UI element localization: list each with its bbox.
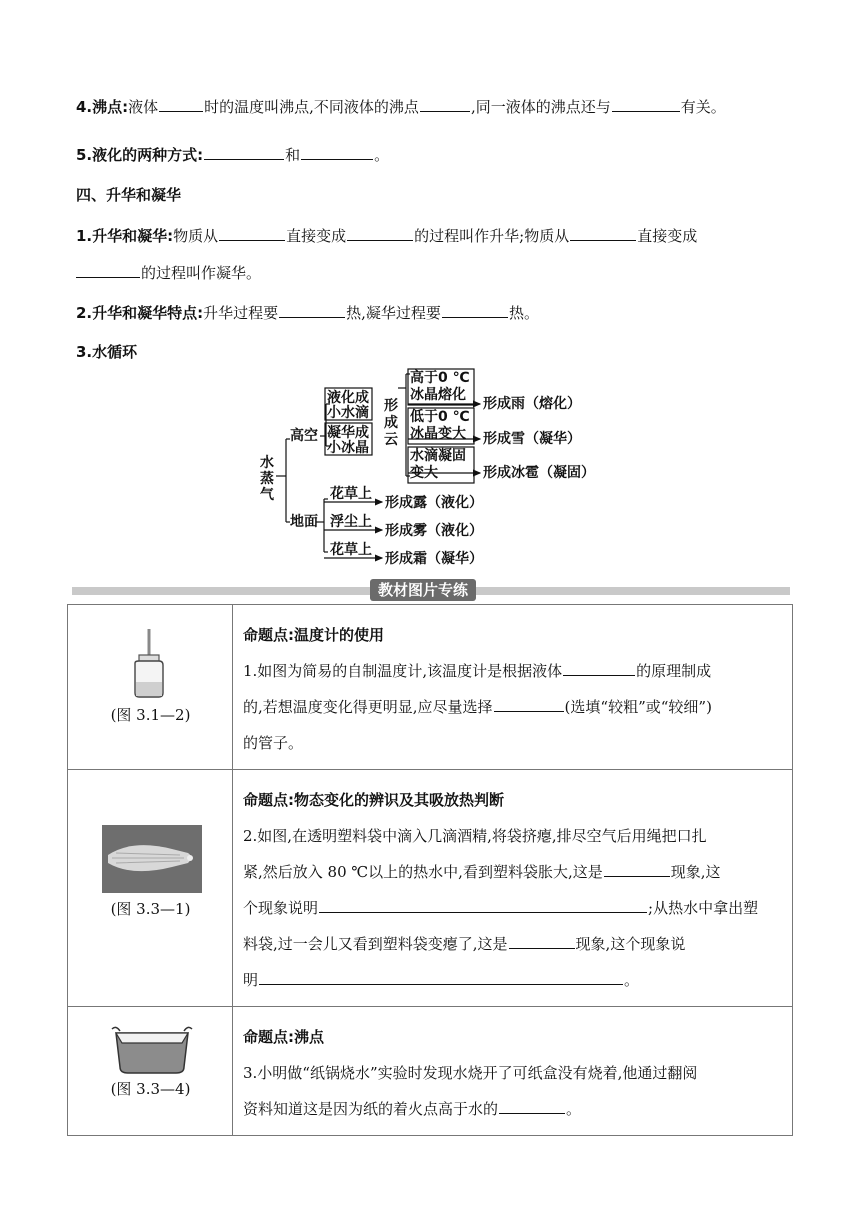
question-line: 资料知道这是因为纸的着火点高于水的 。 bbox=[243, 1100, 582, 1118]
answer-blank[interactable] bbox=[279, 303, 345, 318]
s1-label: 1.升华和凝华: bbox=[76, 227, 174, 245]
question-line: 明 。 bbox=[243, 971, 640, 989]
box-sublimate-line2: 小冰晶 bbox=[327, 440, 369, 456]
question-line: 个现象说明 ;从热水中拿出塑 bbox=[243, 899, 759, 917]
figure-cell bbox=[68, 770, 233, 1007]
topic-title: 命题点:温度计的使用 bbox=[243, 626, 384, 644]
figure-cell bbox=[68, 605, 233, 770]
question-line: 料袋,过一会儿又看到塑料袋变瘪了,这是 现象,这个现象说 bbox=[243, 935, 686, 953]
answer-blank[interactable] bbox=[570, 226, 636, 241]
ground-dust: 浮尘上 bbox=[330, 514, 372, 530]
answer-blank[interactable] bbox=[347, 226, 413, 241]
q4-label: 4.沸点: bbox=[76, 98, 129, 116]
question-line: 2.如图,在透明塑料袋中滴入几滴酒精,将袋挤瘪,排尽空气后用绳把口扎 bbox=[243, 827, 707, 845]
answer-blank[interactable] bbox=[442, 303, 508, 318]
answer-blank[interactable] bbox=[319, 898, 647, 913]
question-line: 1.如图为简易的自制温度计,该温度计是根据液体 的原理制成 bbox=[243, 662, 712, 680]
result-frost: 形成霜（凝华） bbox=[385, 551, 483, 567]
water-cycle-diagram bbox=[258, 364, 618, 574]
plastic-bag-image bbox=[102, 825, 202, 893]
banner-title: 教材图片专练 bbox=[370, 579, 476, 601]
table-row bbox=[68, 605, 793, 770]
answer-blank[interactable] bbox=[612, 97, 680, 112]
cloud-char-1: 形 bbox=[384, 398, 398, 414]
result-snow: 形成雪（凝华） bbox=[483, 431, 581, 447]
thermometer-bottle-image bbox=[121, 627, 181, 707]
table-row bbox=[68, 770, 793, 1007]
exercise-table bbox=[67, 604, 793, 1136]
result-fog: 形成雾（液化） bbox=[385, 523, 483, 539]
question-cell bbox=[233, 770, 793, 1007]
cond-2-line1: 低于0 ℃ bbox=[410, 409, 470, 425]
water-cycle-heading: 3.水循环 bbox=[76, 343, 138, 361]
answer-blank[interactable] bbox=[301, 145, 373, 160]
label-high-altitude: 高空 bbox=[290, 428, 318, 444]
box-liquefy-line1: 液化成 bbox=[327, 390, 369, 406]
answer-blank[interactable] bbox=[604, 862, 670, 877]
question-line: 的管子。 bbox=[243, 734, 304, 752]
answer-blank[interactable] bbox=[509, 934, 575, 949]
question-line: 的,若想温度变化得更明显,应尽量选择 (选填“较粗”或“较细”) bbox=[243, 698, 712, 716]
cond-1-line1: 高于0 ℃ bbox=[410, 370, 470, 386]
answer-blank[interactable] bbox=[159, 97, 203, 112]
ground-flowers-2: 花草上 bbox=[330, 542, 372, 558]
table-row bbox=[68, 1007, 793, 1136]
topic-title: 命题点:沸点 bbox=[243, 1028, 324, 1046]
s2-label: 2.升华和凝华特点: bbox=[76, 304, 204, 322]
section-heading: 四、升华和凝华 bbox=[76, 186, 182, 204]
answer-blank[interactable] bbox=[494, 697, 564, 712]
cloud-char-3: 云 bbox=[384, 432, 398, 448]
answer-blank[interactable] bbox=[76, 263, 140, 278]
figure-caption: (图 3.1—2) bbox=[110, 706, 191, 724]
result-hail: 形成冰雹（凝固） bbox=[483, 465, 595, 481]
question-cell bbox=[233, 1007, 793, 1136]
root-char-3: 气 bbox=[260, 487, 274, 503]
box-liquefy-line2: 小水滴 bbox=[327, 405, 369, 421]
root-char-2: 蒸 bbox=[260, 471, 274, 487]
answer-blank[interactable] bbox=[420, 97, 470, 112]
result-dew: 形成露（液化） bbox=[385, 495, 483, 511]
question-line: 3.小明做“纸锅烧水”实验时发现水烧开了可纸盒没有烧着,他通过翻阅 bbox=[243, 1064, 698, 1082]
section-banner bbox=[72, 581, 790, 599]
answer-blank[interactable] bbox=[499, 1099, 565, 1114]
figure-cell bbox=[68, 1007, 233, 1136]
answer-blank[interactable] bbox=[259, 970, 623, 985]
label-ground: 地面 bbox=[290, 514, 318, 530]
question-sublimation-features: 2.升华和凝华特点:升华过程要 热,凝华过程要 热。 bbox=[76, 304, 539, 322]
figure-caption: (图 3.3—4) bbox=[110, 1080, 191, 1098]
question-sublimation-line2: 的过程叫作凝华。 bbox=[76, 263, 261, 283]
cond-3-line1: 水滴凝固 bbox=[410, 448, 466, 464]
question-line: 紧,然后放入 80 ℃以上的热水中,看到塑料袋胀大,这是 现象,这 bbox=[243, 863, 721, 881]
topic-title: 命题点:物态变化的辨识及其吸放热判断 bbox=[243, 791, 505, 809]
question-boiling-point: 4.沸点:液体 时的温度叫沸点,不同液体的沸点 ,同一液体的沸点还与 有关。 bbox=[76, 98, 726, 116]
answer-blank[interactable] bbox=[219, 226, 285, 241]
root-char-1: 水 bbox=[260, 455, 274, 471]
question-sublimation-line1: 1.升华和凝华:物质从 直接变成 的过程叫作升华;物质从 直接变成 bbox=[76, 227, 698, 245]
cond-3-line2: 变大 bbox=[410, 465, 438, 481]
result-rain: 形成雨（熔化） bbox=[483, 396, 581, 412]
answer-blank[interactable] bbox=[204, 145, 284, 160]
cond-1-line2: 冰晶熔化 bbox=[410, 387, 466, 403]
answer-blank[interactable] bbox=[563, 661, 635, 676]
question-liquefaction: 5.液化的两种方式: 和 。 bbox=[76, 146, 390, 164]
cond-2-line2: 冰晶变大 bbox=[410, 426, 466, 442]
figure-caption: (图 3.3—1) bbox=[110, 900, 191, 918]
box-sublimate-line1: 凝华成 bbox=[327, 425, 369, 441]
ground-flowers-1: 花草上 bbox=[330, 486, 372, 502]
cloud-char-2: 成 bbox=[384, 415, 398, 431]
paper-pot-image bbox=[110, 1021, 194, 1077]
question-cell bbox=[233, 605, 793, 770]
q5-label: 5.液化的两种方式: bbox=[76, 146, 204, 164]
